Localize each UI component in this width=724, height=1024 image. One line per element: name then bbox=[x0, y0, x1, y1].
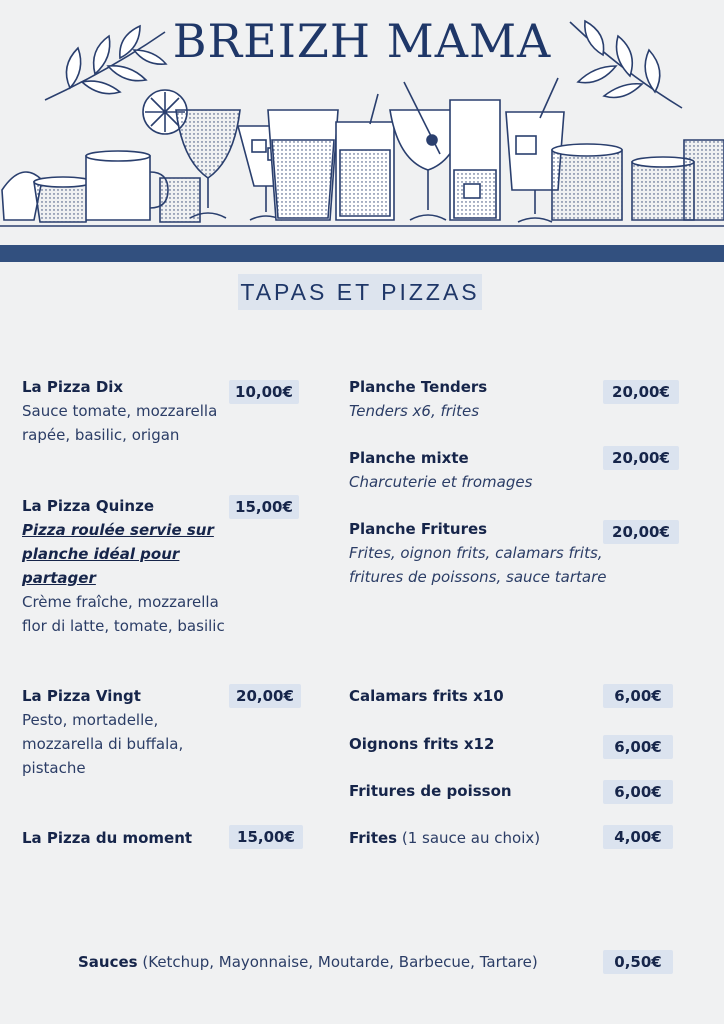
item-name: La Pizza Dix bbox=[22, 378, 124, 396]
price-tag: 20,00€ bbox=[229, 684, 301, 708]
header bbox=[0, 0, 724, 262]
item-name: La Pizza Quinze bbox=[22, 497, 154, 515]
item-highlight: planche idéal pour bbox=[22, 545, 180, 563]
section-title: TAPAS ET PIZZAS bbox=[238, 274, 482, 310]
item-name: La Pizza Vingt bbox=[22, 687, 141, 705]
price-tag: 6,00€ bbox=[603, 735, 673, 759]
item-description: Sauce tomate, mozzarella bbox=[22, 402, 218, 420]
item-description: flor di latte, tomate, basilic bbox=[22, 617, 225, 635]
price-tag: 4,00€ bbox=[603, 825, 673, 849]
item-description: rapée, basilic, origan bbox=[22, 426, 180, 444]
item-name: Oignons frits x12 bbox=[349, 735, 495, 753]
menu-item-planche-fritures bbox=[349, 517, 639, 589]
price-tag: 10,00€ bbox=[229, 380, 299, 404]
price-tag: 6,00€ bbox=[603, 780, 673, 804]
menu-item-pizza-vingt bbox=[22, 684, 237, 780]
menu-item-fritures-poisson bbox=[349, 779, 589, 803]
item-name: Planche Tenders bbox=[349, 378, 488, 396]
menu-item-pizza-dix bbox=[22, 375, 237, 447]
restaurant-name: BREIZH MAMA bbox=[172, 14, 552, 68]
header-divider bbox=[0, 245, 724, 262]
item-description: mozzarella di buffala, bbox=[22, 735, 184, 753]
item-name: Calamars frits x10 bbox=[349, 687, 504, 705]
price-tag: 0,50€ bbox=[603, 950, 673, 974]
price-tag: 15,00€ bbox=[229, 495, 299, 519]
item-description: Charcuterie et fromages bbox=[349, 473, 533, 491]
menu-item-calamars bbox=[349, 684, 589, 708]
item-description: Crème fraîche, mozzarella bbox=[22, 593, 219, 611]
item-name: Planche mixte bbox=[349, 449, 469, 467]
item-name: Sauces bbox=[78, 953, 138, 971]
item-highlight: Pizza roulée servie sur bbox=[22, 521, 214, 539]
item-description: fritures de poissons, sauce tartare bbox=[349, 568, 607, 586]
price-tag: 20,00€ bbox=[603, 446, 679, 470]
item-highlight: partager bbox=[22, 569, 96, 587]
menu-item-planche-mixte bbox=[349, 446, 599, 494]
item-name: Fritures de poisson bbox=[349, 782, 512, 800]
price-tag: 6,00€ bbox=[603, 684, 673, 708]
item-name: La Pizza du moment bbox=[22, 829, 193, 847]
item-description: Frites, oignon frits, calamars frits, bbox=[349, 544, 603, 562]
menu-item-planche-tenders bbox=[349, 375, 599, 423]
menu-item-pizza-quinze bbox=[22, 494, 257, 638]
item-description: Tenders x6, frites bbox=[349, 402, 480, 420]
item-name: Planche Fritures bbox=[349, 520, 488, 538]
item-note: (Ketchup, Mayonnaise, Moutarde, Barbecue, Tartare) bbox=[137, 953, 538, 971]
price-tag: 20,00€ bbox=[603, 380, 679, 404]
price-tag: 15,00€ bbox=[229, 825, 303, 849]
menu-item-frites bbox=[349, 826, 599, 850]
price-tag: 20,00€ bbox=[603, 520, 679, 544]
item-description: pistache bbox=[22, 759, 86, 777]
menu-item-pizza-du-moment bbox=[22, 826, 222, 850]
item-name: Frites bbox=[349, 829, 398, 847]
item-note: (1 sauce au choix) bbox=[397, 829, 541, 847]
menu-item-sauces bbox=[78, 950, 538, 974]
menu-item-oignons bbox=[349, 732, 589, 756]
item-description: Pesto, mortadelle, bbox=[22, 711, 159, 729]
